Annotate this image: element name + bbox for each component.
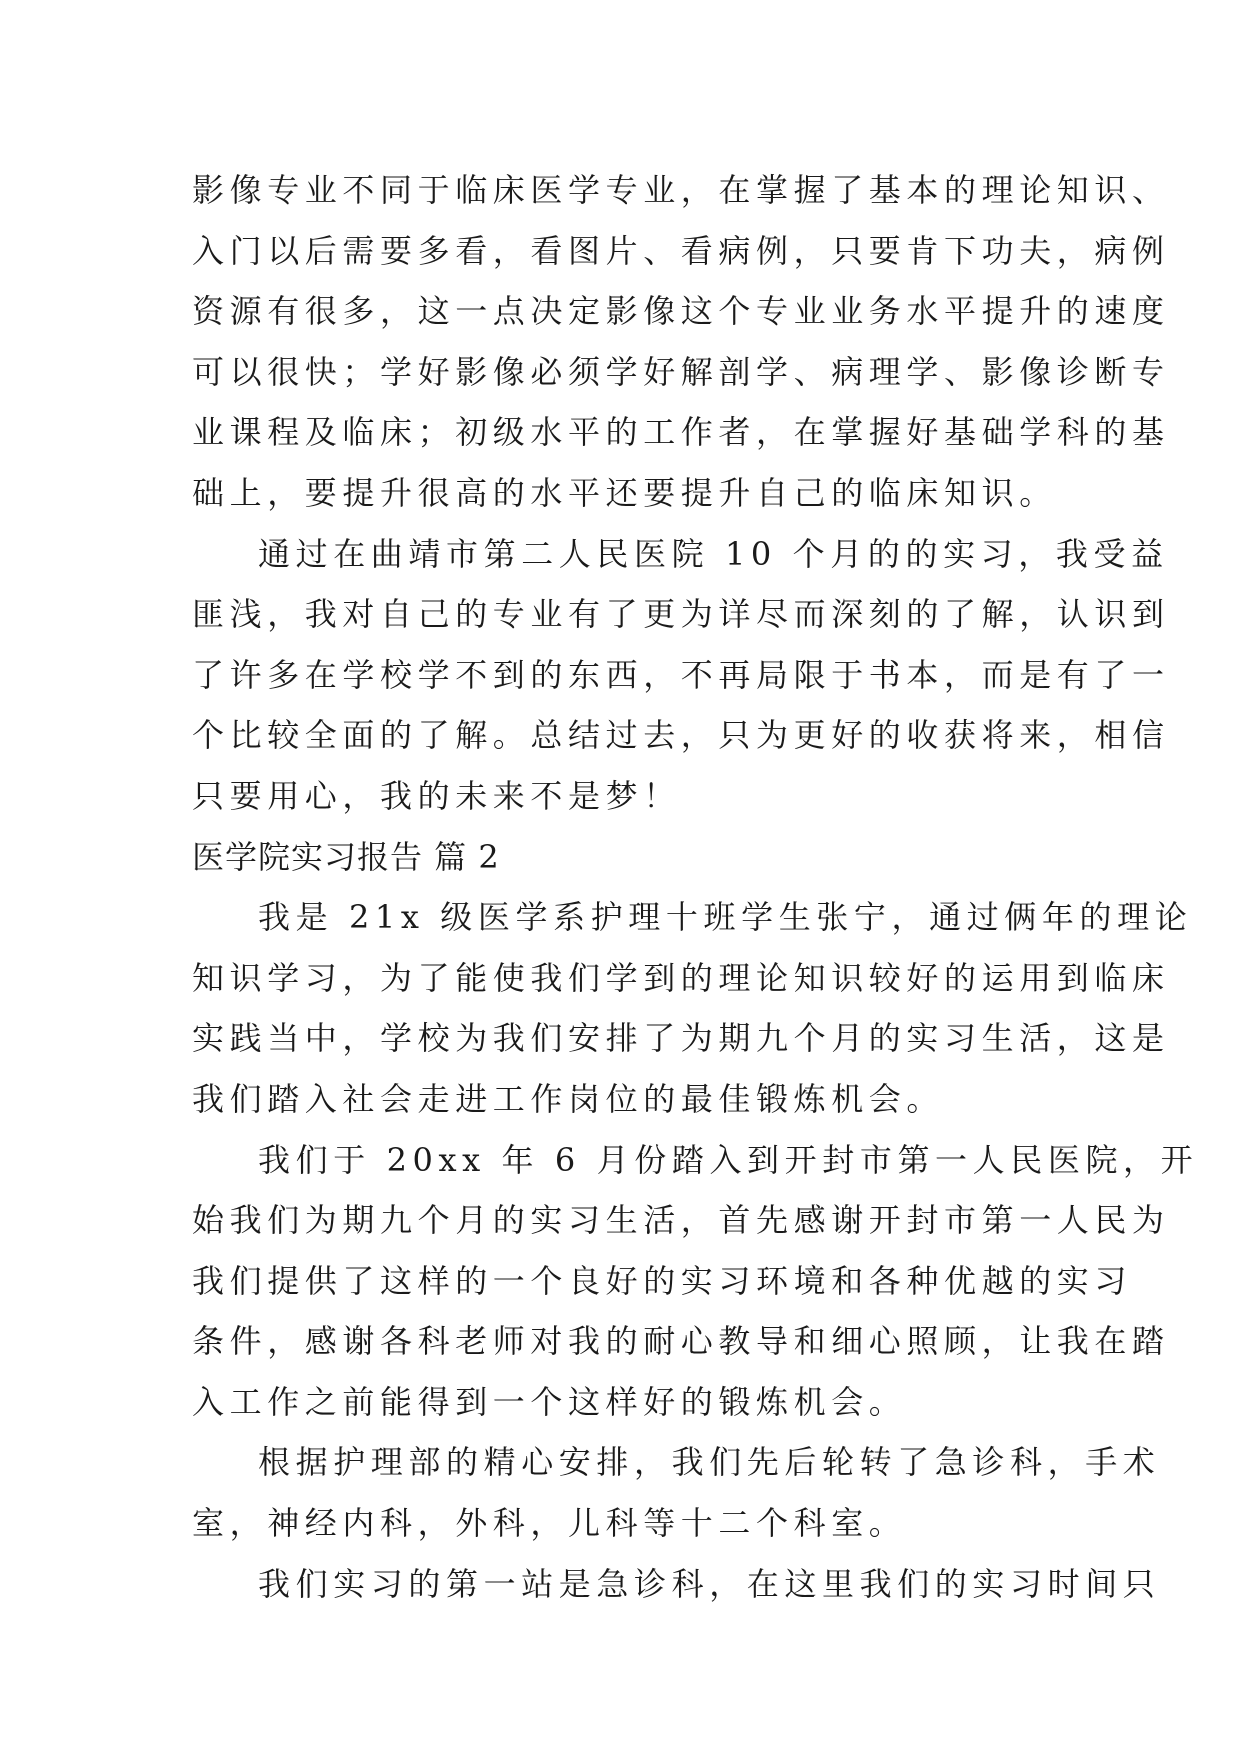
text-line: 只要用心，我的未来不是梦！ bbox=[192, 776, 681, 815]
text-line: 了许多在学校学不到的东西，不再局限于书本，而是有了一 bbox=[192, 655, 1170, 694]
text-line: 可以很快；学好影像必须学好解剖学、病理学、影像诊断专 bbox=[192, 352, 1170, 391]
text-line: 知识学习，为了能使我们学到的理论知识较好的运用到临床 bbox=[192, 958, 1170, 997]
text-line: 条件，感谢各科老师对我的耐心教导和细心照顾，让我在踏 bbox=[192, 1322, 1170, 1361]
text-line: 业课程及临床；初级水平的工作者，在掌握好基础学科的基 bbox=[192, 413, 1170, 452]
text-line: 我们提供了这样的一个良好的实习环境和各种优越的实习 bbox=[192, 1261, 1133, 1300]
text-line: 影像专业不同于临床医学专业，在掌握了基本的理论知识、 bbox=[192, 171, 1170, 209]
paragraph-first-line: 我是 21x 级医学系护理十班学生张宁，通过俩年的理论 bbox=[258, 898, 1193, 937]
paragraph-first-line: 根据护理部的精心安排，我们先后轮转了急诊科，手术 bbox=[258, 1443, 1161, 1482]
paragraph-first-line: 我们于 20xx 年 6 月份踏入到开封市第一人民医院，开 bbox=[258, 1140, 1199, 1179]
text-line: 实践当中，学校为我们安排了为期九个月的实习生活，这是 bbox=[192, 1019, 1170, 1058]
text-line: 室，神经内科，外科，儿科等十二个科室。 bbox=[192, 1504, 907, 1543]
text-line: 资源有很多，这一点决定影像这个专业业务水平提升的速度 bbox=[192, 292, 1170, 331]
text-line: 个比较全面的了解。总结过去，只为更好的收获将来，相信 bbox=[192, 716, 1170, 755]
paragraph-first-line: 通过在曲靖市第二人民医院 10 个月的的实习，我受益 bbox=[258, 534, 1169, 573]
text-line: 匪浅，我对自己的专业有了更为详尽而深刻的了解，认识到 bbox=[192, 595, 1170, 634]
paragraph-first-line: 我们实习的第一站是急诊科，在这里我们的实习时间只 bbox=[258, 1564, 1161, 1603]
text-line: 础上，要提升很高的水平还要提升自己的临床知识。 bbox=[192, 473, 1057, 512]
document-body bbox=[192, 160, 1199, 1614]
text-line: 入门以后需要多看，看图片、看病例，只要肯下功夫，病例 bbox=[192, 231, 1170, 270]
text-line: 入工作之前能得到一个这样好的锻炼机会。 bbox=[192, 1382, 907, 1421]
section-heading: 医学院实习报告 篇 2 bbox=[192, 837, 500, 876]
text-line: 始我们为期九个月的实习生活，首先感谢开封市第一人民为 bbox=[192, 1201, 1170, 1240]
text-line: 我们踏入社会走进工作岗位的最佳锻炼机会。 bbox=[192, 1079, 945, 1118]
